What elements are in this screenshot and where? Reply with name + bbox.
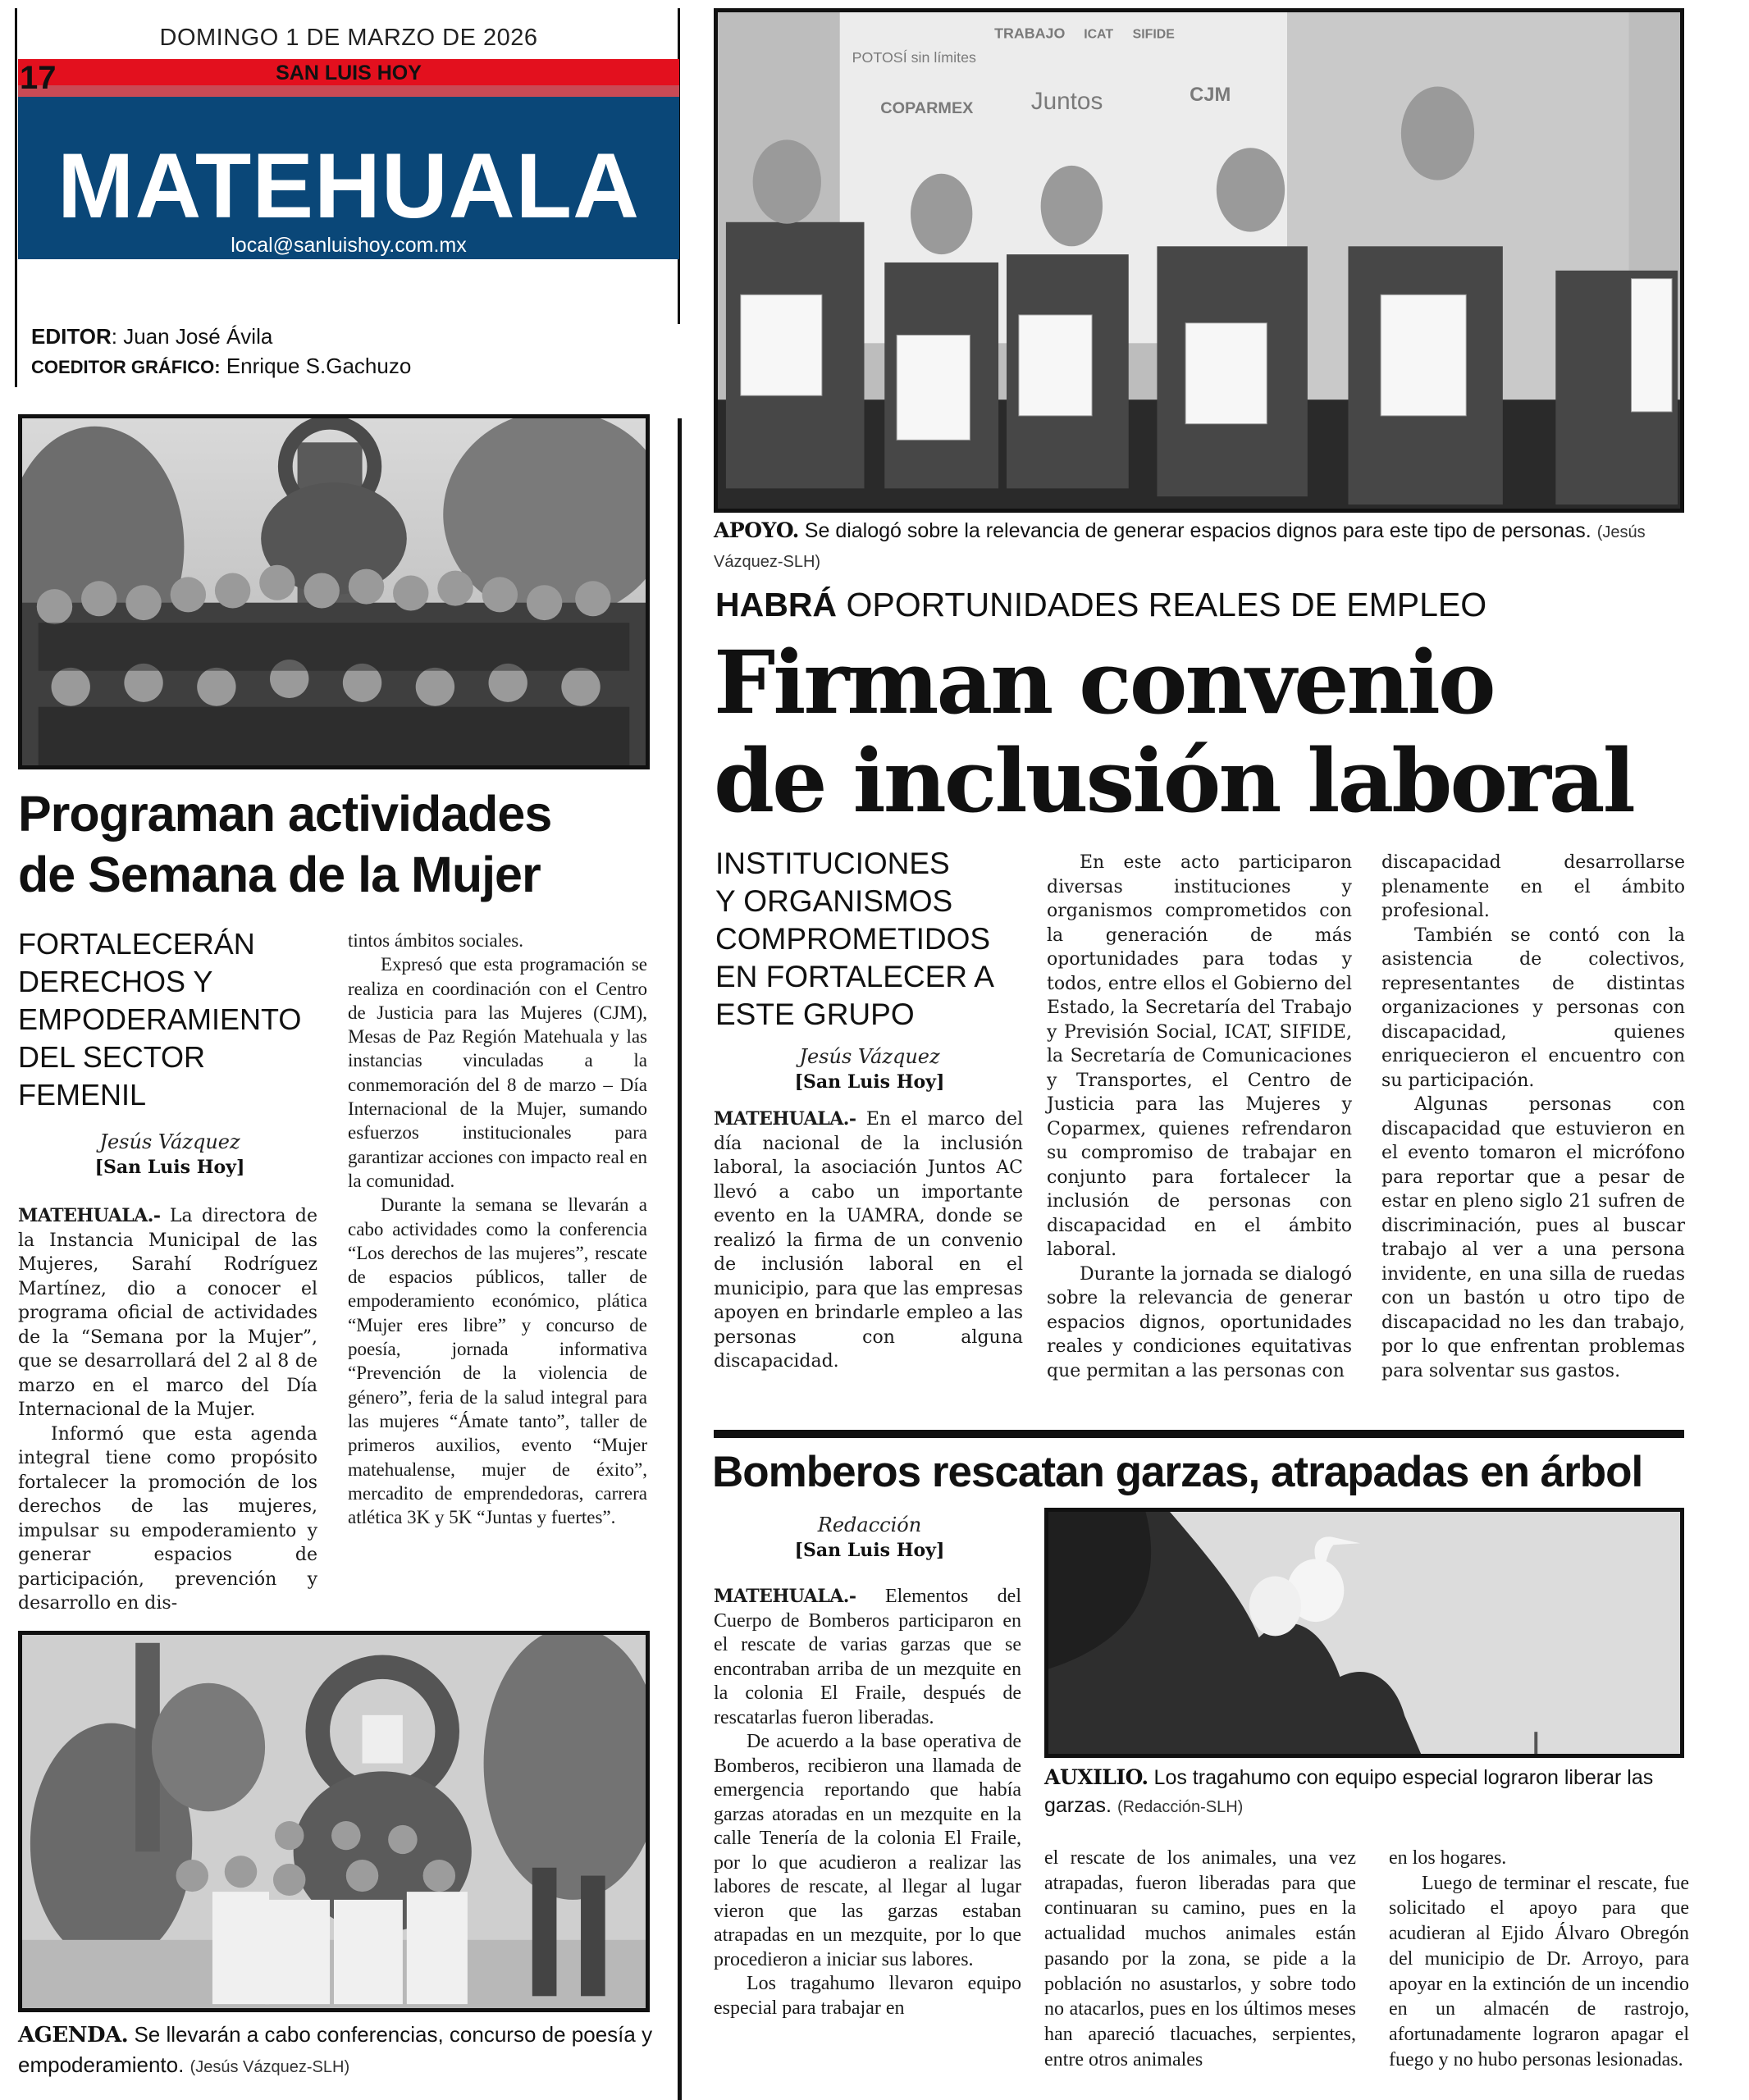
signing-photo-image: [718, 12, 1680, 509]
byline-author: Redacción: [817, 1513, 922, 1536]
paragraph: La directora de la Instancia Municipal de las Mujeres, Sarahí Rodríguez Martínez, dio a conocer el programa oficial de actividades de la “Semana por la Mujer”, que se desarrollará del 2 al 8 de marzo en el marco del Día Internacional de la Mujer.: [18, 1206, 317, 1420]
byline-outlet: [San Luis Hoy]: [794, 1540, 945, 1561]
subhead-semana-mujer: [18, 925, 330, 1114]
kicker-rest: OPORTUNIDADES REALES DE EMPLEO: [846, 586, 1487, 623]
logo-potosi: POTOSÍ sin límites: [852, 49, 976, 66]
paragraph: También se contó con la asistencia de colectivos, representantes de distintas organizaciones y personas con discapacidad, quienes enriquecieron el encuentro con su participación.: [1381, 924, 1685, 1091]
paragraph: discapacidad desarrollarse plenamente en el ámbito profesional.: [1381, 852, 1685, 921]
section-email[interactable]: local@sanluishoy.com.mx: [231, 234, 467, 257]
subhead-line: EN FORTALECER A: [715, 960, 994, 993]
inclusion-column-3: [1381, 851, 1685, 1383]
caption-text: Los tragahumo con equipo especial lograron liberar las garzas.: [1044, 1766, 1654, 1817]
photo-agreement-signing: [714, 8, 1684, 513]
kicker-bold: HABRÁ: [715, 586, 838, 623]
paragraph: Elementos del Cuerpo de Bomberos participaron en el rescate de varias garzas que se encontraban arriba de un mezquite en la colonia El Fraile, después de rescatarlas fueron liberadas.: [714, 1586, 1021, 1728]
paragraph: Algunas personas con discapacidad que estuvieron en el evento tomaron el micrófono para reportar que a pesar de estar en pleno siglo 21 sufren de discriminación, pues al buscar trabajo al ver a una persona invidente, en una silla de ruedas con un bastón u otro tipo de discapacidad no les dan trabajo, por lo que enfrentan problemas para solventar sus gastos.: [1381, 1094, 1685, 1381]
subhead-line: FORTALECERÁN: [18, 927, 255, 961]
firefighters-column-1: [714, 1585, 1021, 2020]
section-separator: [714, 1430, 1684, 1438]
paragraph: Durante la jornada se dialogó sobre la relevancia de generar espacios dignos, oportunidades reales y condiciones equitativas que permitan a las personas con: [1047, 1263, 1352, 1381]
paragraph: Luego de terminar el rescate, fue solicitado el apoyo para que acudieran al Ejido Álvaro Obregón del municipio de Dr. Arroyo, para apoyar en la extinción de un incendio en un almacén de rastrojo, afortunadamente lograron apagar el fuego y no hubo personas lesionadas.: [1389, 1872, 1689, 2070]
dateline: MATEHUALA.-: [18, 1205, 161, 1226]
logo-cjm: CJM: [1190, 84, 1231, 107]
logo-coparmex: COPARMEX: [880, 99, 974, 117]
headline-line-2: de inclusión laboral: [714, 729, 1633, 832]
coeditor-name: Enrique S.Gachuzo: [226, 354, 412, 378]
paragraph: Durante la semana se llevarán a cabo actividades como la conferencia “Los derechos de las mujeres”, rescate de espacios públicos, taller de empoderamiento económico, plática “Mujer eres libre” y concurso de poesía, jornada informativa “Prevención de la violencia de género”, feria de la salud integral para las mujeres “Ámate tanto”, taller de primeros auxilios, evento “Mujer matehualense, mujer de éxito”, mercadito de emprendedoras, carrera atlética 3K y 5K “Juntas y fuertes”.: [348, 1194, 647, 1528]
inclusion-column-2: [1047, 851, 1352, 1383]
women-photo-image: [22, 1635, 646, 2008]
header-stripe: [18, 85, 679, 97]
byline-outlet: [San Luis Hoy]: [794, 1071, 945, 1093]
byline-inclusion: [714, 1043, 1025, 1094]
photo-herons-tree: [1044, 1508, 1684, 1758]
column-divider: [678, 418, 682, 2100]
byline-women: [18, 1129, 322, 1180]
subhead-line: ESTE GRUPO: [715, 998, 915, 1031]
headline-convenio: [714, 633, 1690, 830]
paragraph: En este acto participaron diversas instituciones y organismos comprometidos con la generación de más oportunidades para todas y todos, entre ellos el Gobierno del Estado, la Secretaría del Trabajo y Previsión Social, ICAT, SIFIDE, la Secretaría de Comunicaciones y Transportes, el Centro de Justicia para las Mujeres y Coparmex, quienes refrendaron su compromiso de trabajar en conjunto para fortalecer la inclusión de personas con discapacidad en el ámbito laboral.: [1047, 852, 1352, 1260]
paragraph: tintos ámbitos sociales.: [348, 930, 524, 951]
logo-trabajo: TRABAJO: [994, 25, 1066, 42]
page-number: 17: [20, 60, 57, 96]
paragraph: Informó que esta agenda integral tiene como propósito fortalecer la promoción de los derechos de las mujeres, impulsar su empoderamiento y generar espacios de participación, prevención y desarrollo en dis-: [18, 1423, 317, 1614]
photo-credit: (Jesús Vázquez-SLH): [714, 523, 1646, 571]
photo-students-monument: [18, 414, 650, 769]
subhead-convenio: [715, 845, 1035, 1034]
logo-sifide: SIFIDE: [1132, 27, 1175, 42]
women-column-1: [18, 1204, 317, 1616]
coeditor-label: COEDITOR GRÁFICO:: [31, 357, 221, 377]
paragraph: Los tragahumo llevaron equipo especial para trabajar en: [714, 1973, 1021, 2019]
edition-date: DOMINGO 1 DE MARZO DE 2026: [159, 25, 538, 51]
headline-semana-mujer: [18, 783, 674, 905]
subhead-line: FEMENIL: [18, 1078, 147, 1112]
caption-apoyo: [714, 517, 1684, 576]
headline-line-1: Programan actividades: [18, 786, 552, 842]
paragraph: el rescate de los animales, una vez atrapadas, fueron liberadas para que continuaran su camino, pues en la actualidad muchos animales están pasando por la zona, se pide a la población no asustarlos, y sobre todo no atacarlos, pues en los últimos meses han apareció tlacuaches, serpientes, entre otros animales: [1044, 1847, 1356, 2070]
headline-line-1: Firman convenio: [714, 631, 1494, 733]
caption-keyword: AUXILIO.: [1044, 1765, 1148, 1789]
dateline: MATEHUALA.-: [714, 1586, 856, 1607]
paragraph: De acuerdo a la base operativa de Bomberos, recibieron una llamada de emergencia reportando que había garzas atoradas en un mezquite en la calle Tenería de la colonia El Fraile, por lo que acudieron a realizar las labores de rescate, al llegar al lugar vieron que las garzas estaban atrapadas en un mezquite, por lo que procedieron a iniciar sus labores.: [714, 1731, 1021, 1970]
header-left-rule: [15, 8, 17, 387]
headline-bomberos: Bomberos rescatan garzas, atrapadas en árbol: [712, 1448, 1643, 1496]
byline-outlet: [San Luis Hoy]: [94, 1157, 245, 1178]
students-photo-image: [22, 418, 646, 765]
kicker-empleo: [715, 584, 1683, 625]
byline-firefighters: [714, 1512, 1025, 1563]
herons-photo-image: [1048, 1512, 1680, 1754]
subhead-line: DERECHOS Y: [18, 965, 213, 998]
women-column-2: [348, 929, 647, 1529]
caption-agenda: [18, 2020, 666, 2082]
firefighters-column-2: [1044, 1846, 1356, 2072]
editor-label: EDITOR: [31, 324, 112, 349]
newspaper-name: SAN LUIS HOY: [276, 62, 422, 84]
section-title: MATEHUALA: [57, 135, 640, 237]
photo-women-monument: [18, 1631, 650, 2012]
subhead-line: Y ORGANISMOS: [715, 884, 953, 918]
caption-auxilio: [1044, 1764, 1684, 1821]
photo-credit: (Jesús Vázquez-SLH): [190, 2058, 350, 2076]
caption-text: Se llevarán a cabo conferencias, concurso de poesía y empoderamiento.: [18, 2022, 653, 2077]
logo-juntos: Juntos: [1030, 88, 1103, 116]
subhead-line: COMPROMETIDOS: [715, 922, 991, 956]
caption-keyword: AGENDA.: [18, 2023, 129, 2048]
photo-credit: (Redacción-SLH): [1117, 1798, 1244, 1816]
headline-line-2: de Semana de la Mujer: [18, 847, 541, 902]
paragraph: Expresó que esta programación se realiza en coordinación con el Centro de Justicia para las Mujeres (CJM), Mesas de Paz Región Matehuala y las instancias vinculadas a la conmemoración del 8 de marzo – Día Internacional de la Mujer, sumando esfuerzos institucionales para garantizar acciones con impacto real en la comunidad.: [348, 954, 647, 1191]
caption-text: Se dialogó sobre la relevancia de generar espacios dignos para este tipo de personas.: [804, 519, 1591, 542]
paragraph: En el marco del día nacional de la inclusión laboral, la asociación Juntos AC llevó a cabo un importante evento en la UAMRA, donde se realizó la firma de un convenio de inclusión laboral en el municipio, para que las empresas apoyen en brindarle empleo a las personas con alguna discapacidad.: [714, 1109, 1024, 1372]
editor-name: Juan José Ávila: [123, 324, 273, 349]
dateline: MATEHUALA.-: [714, 1108, 856, 1130]
caption-keyword: APOYO.: [714, 518, 799, 542]
inclusion-column-1: [714, 1107, 1023, 1374]
subhead-line: INSTITUCIONES: [715, 847, 950, 880]
subhead-line: DEL SECTOR: [18, 1040, 206, 1074]
logo-icat: ICAT: [1084, 27, 1114, 42]
editor-credit: EDITOR: Juan José Ávila: [31, 324, 273, 349]
paragraph: en los hogares.: [1389, 1847, 1507, 1869]
staff-credits: [31, 322, 411, 382]
firefighters-column-3: [1389, 1846, 1689, 2072]
byline-author: Jesús Vázquez: [99, 1130, 240, 1153]
coeditor-credit: [31, 351, 411, 382]
byline-author: Jesús Vázquez: [799, 1045, 940, 1068]
subhead-line: EMPODERAMIENTO: [18, 1002, 302, 1036]
